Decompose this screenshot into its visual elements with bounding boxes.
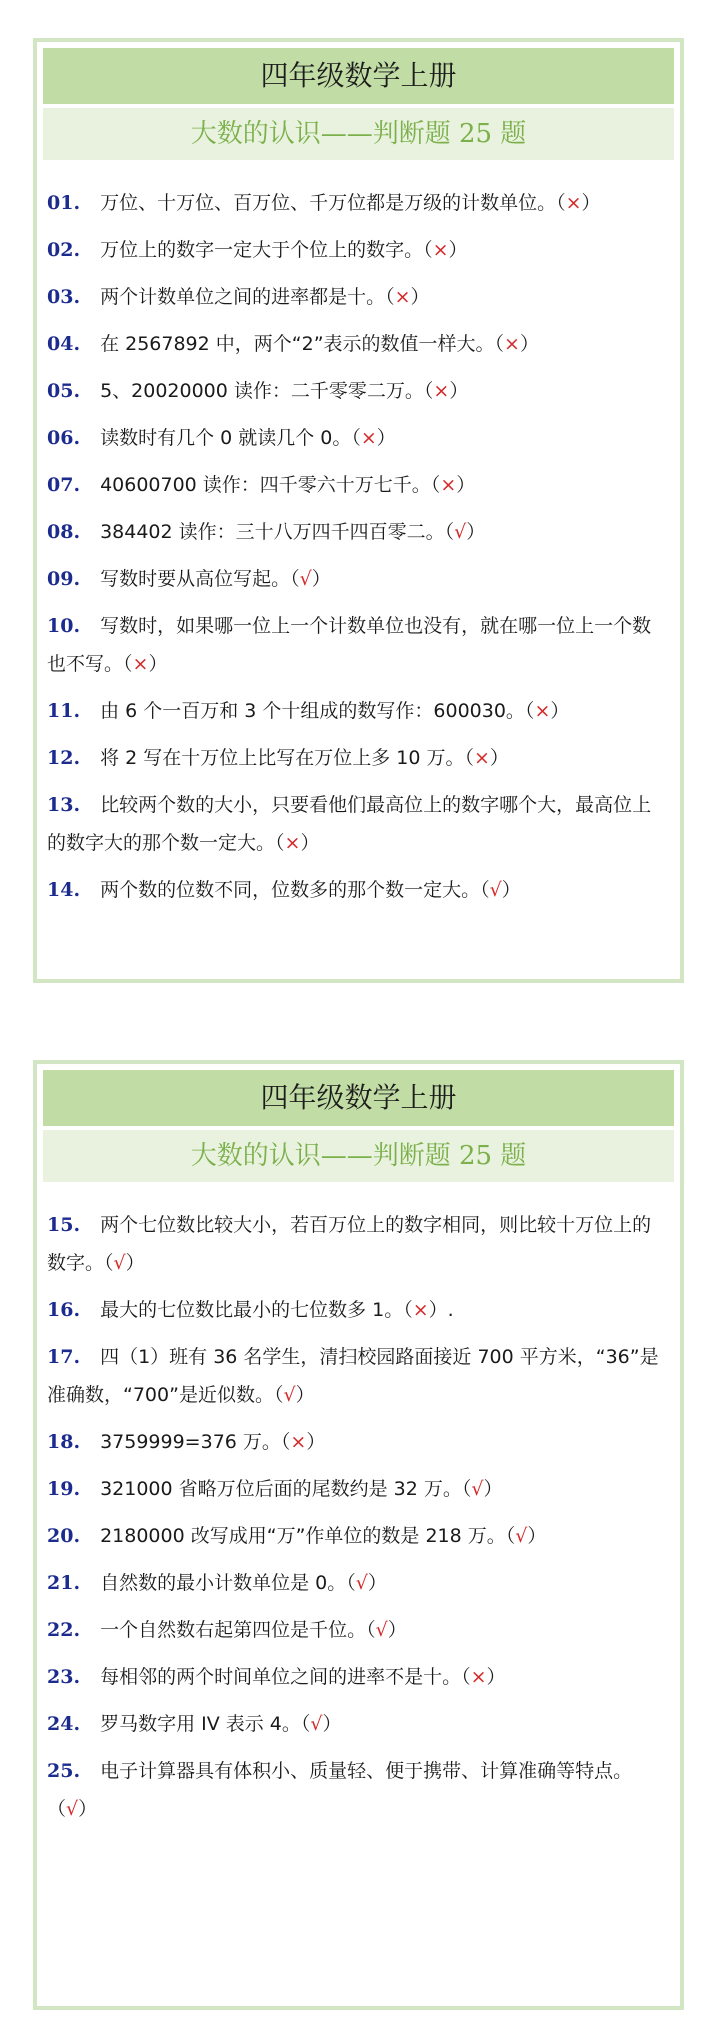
- answer-mark: √: [66, 1798, 79, 1820]
- question-item: [37, 1705, 680, 1743]
- question-text: 5、20020000 读作：二千零零二万。（: [100, 380, 434, 402]
- question-number: 12.: [47, 747, 81, 769]
- question-number: 03.: [47, 286, 81, 308]
- question-text: 两个计数单位之间的进率都是十。（: [100, 286, 395, 308]
- question-close: ）: [322, 1713, 342, 1735]
- question-item: [37, 786, 680, 862]
- question-text: 比较两个数的大小，只要看他们最高位上的数字哪个大，最高位上的数字大的那个数一定大。（: [47, 794, 652, 854]
- question-number: 23.: [47, 1666, 81, 1688]
- question-close: ）: [376, 427, 396, 449]
- question-item: [37, 871, 680, 909]
- question-text: 两个数的位数不同，位数多的那个数一定大。（: [100, 879, 490, 901]
- question-close: ）: [489, 747, 509, 769]
- question-number: 24.: [47, 1713, 81, 1735]
- question-number: 14.: [47, 879, 81, 901]
- answer-mark: ×: [394, 286, 411, 308]
- question-item: [37, 1338, 680, 1414]
- question-number: 04.: [47, 333, 81, 355]
- question-number: 06.: [47, 427, 81, 449]
- question-text: 2180000 改写成用“万”作单位的数是 218 万。（: [100, 1525, 516, 1547]
- question-close: ）: [456, 474, 476, 496]
- question-text: 384402 读作：三十八万四千四百零二。（: [100, 521, 455, 543]
- question-item: [37, 466, 680, 504]
- answer-mark: ×: [290, 1431, 307, 1453]
- question-number: 17.: [47, 1346, 81, 1368]
- question-close: ）: [410, 286, 430, 308]
- question-text: 3759999=376 万。（: [100, 1431, 291, 1453]
- answer-mark: ×: [432, 239, 449, 261]
- question-item: [37, 1658, 680, 1696]
- question-close: ）: [483, 1478, 503, 1500]
- question-item: [37, 1206, 680, 1282]
- question-close: ）: [148, 653, 168, 675]
- question-close: ）: [125, 1252, 145, 1274]
- answer-mark: ×: [412, 1299, 429, 1321]
- answer-mark: ×: [440, 474, 457, 496]
- card-subtitle: 大数的认识——判断题 25 题: [43, 108, 674, 160]
- question-text: 在 2567892 中，两个“2”表示的数值一样大。（: [100, 333, 505, 355]
- question-text: 一个自然数右起第四位是千位。（: [100, 1619, 376, 1641]
- question-item: [37, 560, 680, 598]
- question-item: [37, 419, 680, 457]
- question-close: ）: [449, 380, 469, 402]
- question-text: 由 6 个一百万和 3 个十组成的数写作：600030。（: [100, 700, 535, 722]
- question-close: ）: [367, 1572, 387, 1594]
- answer-mark: ×: [504, 333, 520, 355]
- question-text: 电子计算器具有体积小、质量轻、便于携带、计算准确等特点。（: [47, 1760, 633, 1820]
- question-item: [37, 325, 680, 363]
- answer-mark: √: [283, 1384, 296, 1406]
- question-number: 25.: [47, 1760, 81, 1782]
- question-item: [37, 372, 680, 410]
- question-item: [37, 1423, 680, 1461]
- question-text: 万位、十万位、百万位、千万位都是万级的计数单位。（: [100, 192, 566, 214]
- answer-mark: ×: [284, 832, 301, 854]
- question-list: [37, 1206, 680, 1837]
- answer-mark: √: [310, 1713, 323, 1735]
- answer-mark: √: [299, 568, 312, 590]
- question-list: [37, 184, 680, 918]
- question-number: 09.: [47, 568, 81, 590]
- answer-mark: ×: [474, 747, 490, 769]
- question-text: 万位上的数字一定大于个位上的数字。（: [100, 239, 433, 261]
- question-item: [37, 692, 680, 730]
- question-number: 20.: [47, 1525, 81, 1547]
- question-item: [37, 1517, 680, 1555]
- question-item: [37, 231, 680, 269]
- question-close: ）: [387, 1619, 407, 1641]
- answer-mark: ×: [132, 653, 149, 675]
- question-number: 16.: [47, 1299, 81, 1321]
- question-number: 02.: [47, 239, 81, 261]
- answer-mark: ×: [433, 380, 450, 402]
- question-number: 18.: [47, 1431, 81, 1453]
- answer-mark: √: [375, 1619, 388, 1641]
- question-number: 01.: [47, 192, 81, 214]
- question-close: ）: [295, 1384, 315, 1406]
- question-item: [37, 278, 680, 316]
- question-number: 15.: [47, 1214, 81, 1236]
- question-close: ）: [311, 568, 331, 590]
- question-item: [37, 513, 680, 551]
- question-item: [37, 1564, 680, 1602]
- worksheet-card-1: [33, 38, 684, 983]
- question-text: 将 2 写在十万位上比写在万位上多 10 万。（: [100, 747, 474, 769]
- answer-mark: √: [454, 521, 467, 543]
- answer-mark: ×: [534, 700, 551, 722]
- answer-mark: ×: [565, 192, 582, 214]
- card-subtitle: 大数的认识——判断题 25 题: [43, 1130, 674, 1182]
- question-item: [37, 1752, 680, 1828]
- question-close: ）: [581, 192, 601, 214]
- question-number: 13.: [47, 794, 81, 816]
- question-close: ）.: [428, 1299, 454, 1321]
- question-close: ）: [300, 832, 320, 854]
- worksheet-card-2: [33, 1060, 684, 2010]
- question-number: 05.: [47, 380, 81, 402]
- question-item: [37, 184, 680, 222]
- question-text: 每相邻的两个时间单位之间的进率不是十。（: [100, 1666, 471, 1688]
- card-title: 四年级数学上册: [43, 48, 674, 104]
- question-close: ）: [448, 239, 468, 261]
- question-close: ）: [527, 1525, 547, 1547]
- question-item: [37, 1611, 680, 1649]
- question-close: ）: [519, 333, 539, 355]
- card-title: 四年级数学上册: [43, 1070, 674, 1126]
- answer-mark: √: [489, 879, 502, 901]
- answer-mark: ×: [470, 1666, 487, 1688]
- question-close: ）: [550, 700, 570, 722]
- question-close: ）: [466, 521, 486, 543]
- question-text: 四（1）班有 36 名学生，清扫校园路面接近 700 平方米，“36”是准确数，“700”是近似数。（: [47, 1346, 659, 1406]
- question-close: ）: [486, 1666, 506, 1688]
- question-text: 读数时有几个 0 就读几个 0。（: [100, 427, 361, 449]
- question-item: [37, 739, 680, 777]
- answer-mark: √: [515, 1525, 528, 1547]
- question-text: 40600700 读作：四千零六十万七千。（: [100, 474, 441, 496]
- answer-mark: √: [471, 1478, 484, 1500]
- question-text: 写数时要从高位写起。（: [100, 568, 300, 590]
- question-text: 罗马数字用 IV 表示 4。（: [100, 1713, 311, 1735]
- question-text: 最大的七位数比最小的七位数多 1。（: [100, 1299, 413, 1321]
- question-close: ）: [306, 1431, 326, 1453]
- question-number: 07.: [47, 474, 81, 496]
- answer-mark: √: [113, 1252, 126, 1274]
- question-number: 10.: [47, 615, 81, 637]
- question-item: [37, 1470, 680, 1508]
- question-close: ）: [501, 879, 521, 901]
- question-item: [37, 607, 680, 683]
- question-close: ）: [78, 1798, 98, 1820]
- answer-mark: ×: [360, 427, 377, 449]
- question-item: [37, 1291, 680, 1329]
- question-number: 11.: [47, 700, 81, 722]
- answer-mark: √: [355, 1572, 368, 1594]
- question-number: 21.: [47, 1572, 81, 1594]
- question-number: 22.: [47, 1619, 81, 1641]
- question-text: 写数时，如果哪一位上一个计数单位也没有，就在哪一位上一个数也不写。（: [47, 615, 652, 675]
- question-text: 自然数的最小计数单位是 0。（: [100, 1572, 356, 1594]
- question-text: 321000 省略万位后面的尾数约是 32 万。（: [100, 1478, 472, 1500]
- question-number: 08.: [47, 521, 81, 543]
- question-number: 19.: [47, 1478, 81, 1500]
- question-text: 两个七位数比较大小，若百万位上的数字相同，则比较十万位上的数字。（: [47, 1214, 652, 1274]
